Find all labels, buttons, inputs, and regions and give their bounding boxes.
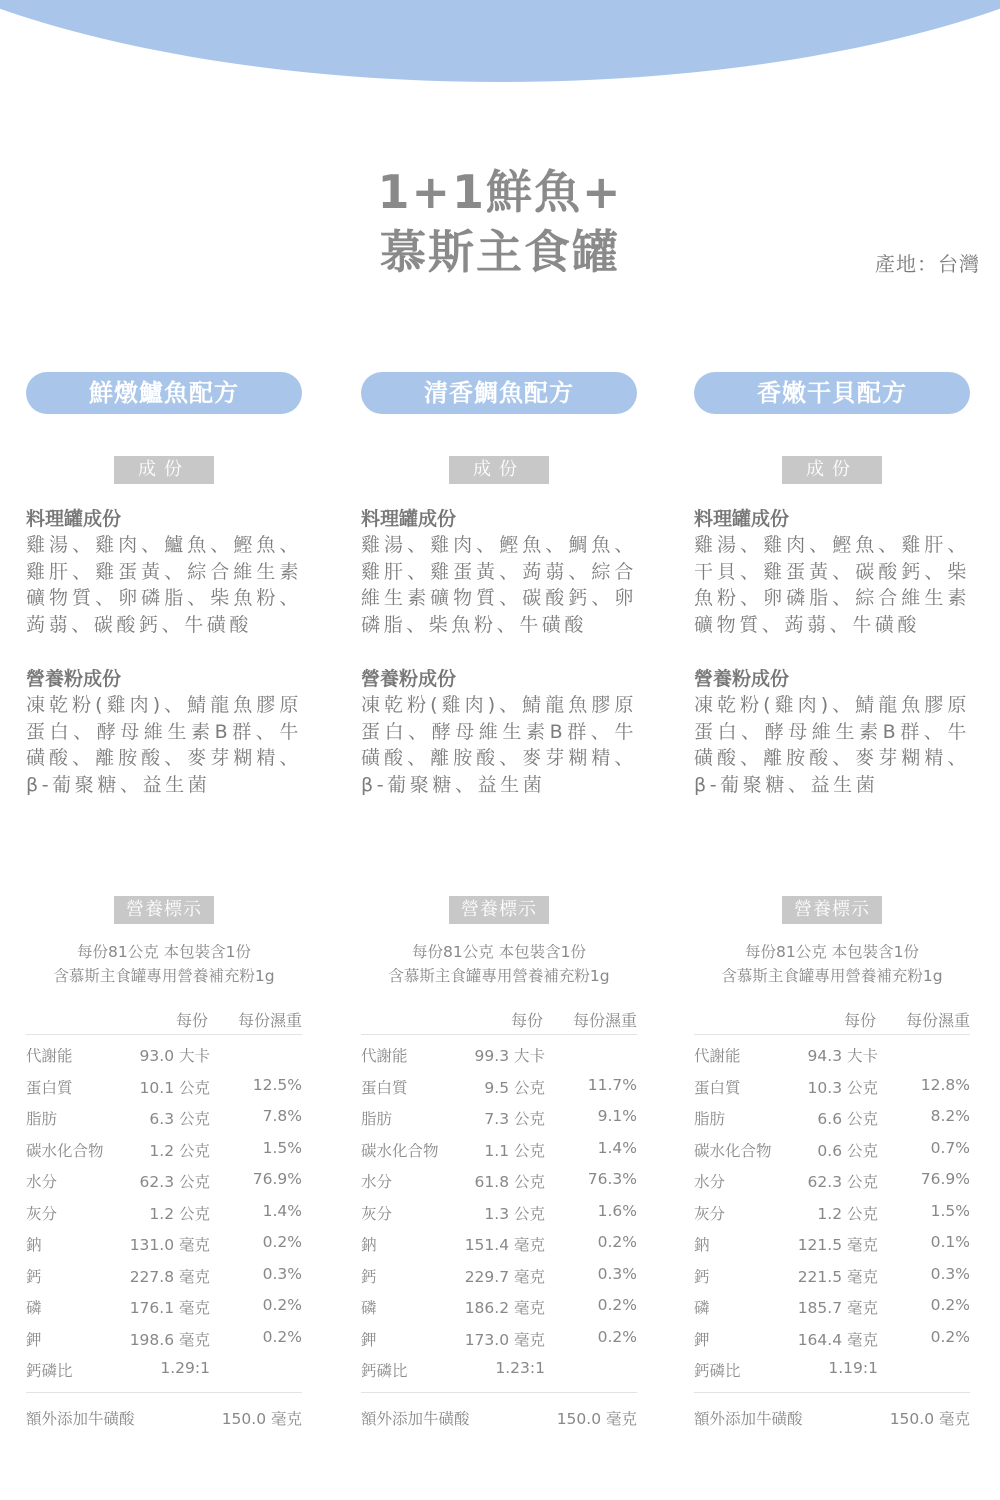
nutrition-row	[361, 1040, 637, 1072]
can-ingredients-title: 料理罐成份	[26, 508, 122, 530]
recipe-column-seabass	[26, 372, 302, 1428]
top-decorative-arc	[0, 0, 1000, 82]
nutrient-percent: 0.2%	[262, 1296, 302, 1314]
nutrient-name: 灰分	[361, 1204, 393, 1223]
nutrition-table-header	[694, 1004, 970, 1035]
nutrient-name: 鈉	[361, 1236, 377, 1254]
nutrient-name: 磷	[361, 1299, 377, 1317]
nutrition-row	[694, 1166, 970, 1198]
nutrient-name: 鉀	[694, 1330, 710, 1349]
nutrition-row	[26, 1324, 302, 1356]
nutrient-name: 碳水化合物	[26, 1141, 104, 1160]
nutrition-row	[361, 1355, 637, 1387]
nutrition-row	[694, 1040, 970, 1072]
nutrient-value: 221.5 毫克	[797, 1267, 878, 1286]
nutrition-row	[361, 1324, 637, 1356]
nutrition-table-header	[361, 1004, 637, 1035]
recipe-name-pill: 鮮燉鱸魚配方	[26, 372, 302, 414]
powder-ingredients-text: 凍乾粉(雞肉)、鯖龍魚膠原蛋白、酵母維生素B群、牛磺酸、離胺酸、麥芽糊精、β-葡聚糖、益生菌	[694, 694, 970, 796]
nutrition-row	[361, 1292, 637, 1324]
recipe-column-scallop	[694, 372, 970, 1428]
nutrient-name: 代謝能	[361, 1047, 408, 1065]
origin-label: 產地：台灣	[875, 252, 980, 276]
nutrient-percent: 9.1%	[597, 1107, 637, 1125]
nutrient-name: 灰分	[694, 1204, 726, 1223]
nutrient-name: 灰分	[26, 1204, 58, 1223]
nutrition-row	[361, 1198, 637, 1230]
extra-taurine-label: 額外添加牛磺酸	[694, 1410, 803, 1428]
nutrient-name: 磷	[26, 1299, 42, 1317]
nutrient-value: 1.1 公克	[484, 1141, 545, 1160]
nutrient-percent: 0.3%	[262, 1264, 302, 1283]
nutrient-value: 186.2 毫克	[464, 1299, 545, 1317]
nutrient-percent: 0.3%	[597, 1264, 637, 1283]
nutrient-name: 鈣	[694, 1267, 710, 1286]
nutrient-value: 61.8 公克	[474, 1173, 545, 1191]
nutrition-row	[26, 1103, 302, 1135]
nutrition-row	[361, 1072, 637, 1104]
nutrient-percent: 0.2%	[930, 1296, 970, 1314]
powder-ingredients-title: 營養粉成份	[26, 668, 122, 690]
powder-ingredients-text: 凍乾粉(雞肉)、鯖龍魚膠原蛋白、酵母維生素B群、牛磺酸、離胺酸、麥芽糊精、β-葡聚糖、益生菌	[361, 694, 637, 796]
nutrient-value: 99.3 大卡	[474, 1047, 545, 1065]
nutrition-row	[694, 1292, 970, 1324]
can-ingredients-text: 雞湯、雞肉、鱸魚、鰹魚、雞肝、雞蛋黃、綜合維生素礦物質、卵磷脂、柴魚粉、蒟蒻、碳酸鈣、牛磺酸	[26, 534, 302, 636]
nutrient-value: 10.1 公克	[139, 1078, 210, 1097]
nutrition-row	[26, 1229, 302, 1261]
nutrient-percent: 0.2%	[262, 1327, 302, 1346]
can-ingredients-title: 料理罐成份	[361, 508, 457, 530]
powder-ingredients-title: 營養粉成份	[361, 668, 457, 690]
nutrient-percent: 11.7%	[587, 1075, 637, 1094]
nutrient-value: 227.8 毫克	[129, 1267, 210, 1286]
nutrient-percent: 1.4%	[262, 1201, 302, 1220]
nutrition-row	[361, 1229, 637, 1261]
recipe-name-pill: 清香鯛魚配方	[361, 372, 637, 414]
nutrient-name: 蛋白質	[26, 1078, 73, 1097]
serving-info	[694, 940, 970, 988]
nutrient-value: 6.6 公克	[817, 1110, 878, 1128]
extra-taurine-value: 150.0 毫克	[556, 1410, 637, 1428]
nutrition-row	[26, 1261, 302, 1293]
nutrient-value: 1.2 公克	[149, 1141, 210, 1160]
ingredients-tag: 成份	[449, 456, 549, 484]
nutrient-value: 62.3 公克	[807, 1173, 878, 1191]
col-per-serving: 每份	[844, 1011, 877, 1030]
nutrient-value: 131.0 毫克	[129, 1236, 210, 1254]
recipe-column-seabream	[361, 372, 637, 1428]
serving-info	[361, 940, 637, 988]
nutrient-name: 蛋白質	[694, 1078, 741, 1097]
nutrient-name: 鈉	[26, 1236, 42, 1254]
nutrition-row	[694, 1324, 970, 1356]
nutrition-row	[26, 1166, 302, 1198]
can-ingredients-text: 雞湯、雞肉、鰹魚、雞肝、干貝、雞蛋黃、碳酸鈣、柴魚粉、卵磷脂、綜合維生素礦物質、蒟蒻、牛磺酸	[694, 534, 970, 636]
nutrient-name: 鈣磷比	[26, 1362, 73, 1380]
nutrient-percent: 12.8%	[920, 1075, 970, 1094]
nutrient-percent: 0.1%	[930, 1233, 970, 1251]
nutrient-percent: 1.5%	[930, 1201, 970, 1220]
can-ingredients-title: 料理罐成份	[694, 508, 790, 530]
nutrition-row	[361, 1166, 637, 1198]
nutrient-name: 鈣磷比	[694, 1362, 741, 1380]
nutrient-percent: 1.4%	[597, 1138, 637, 1157]
nutrient-name: 蛋白質	[361, 1078, 408, 1097]
serving-line-1: 每份81公克 本包裝含1份	[76, 943, 251, 961]
nutrient-value: 10.3 公克	[807, 1078, 878, 1097]
nutrient-value: 121.5 毫克	[797, 1236, 878, 1254]
nutrient-name: 鈣磷比	[361, 1362, 408, 1380]
nutrient-value: 1.2 公克	[817, 1204, 878, 1223]
nutrient-value: 1.19:1	[828, 1359, 878, 1377]
serving-line-2: 含慕斯主食罐專用營養補充粉1g	[53, 967, 275, 985]
nutrition-table-header	[26, 1004, 302, 1035]
nutrient-name: 水分	[26, 1173, 58, 1191]
serving-line-2: 含慕斯主食罐專用營養補充粉1g	[721, 967, 943, 985]
page-title-line2: 慕斯主食罐	[380, 225, 620, 279]
nutrient-value: 1.3 公克	[484, 1204, 545, 1223]
can-ingredients-text: 雞湯、雞肉、鰹魚、鯛魚、雞肝、雞蛋黃、蒟蒻、綜合維生素礦物質、碳酸鈣、卵磷脂、柴魚粉、牛磺酸	[361, 534, 637, 636]
col-wet-weight: 每份濕重	[905, 1011, 970, 1030]
nutrition-row	[26, 1040, 302, 1072]
nutrition-tag: 營養標示	[449, 896, 549, 924]
nutrient-percent: 0.2%	[597, 1233, 637, 1251]
nutrient-value: 7.3 公克	[484, 1110, 545, 1128]
nutrient-name: 鉀	[26, 1330, 42, 1349]
nutrient-percent: 0.2%	[262, 1233, 302, 1251]
nutrition-row	[694, 1355, 970, 1387]
nutrient-value: 93.0 大卡	[139, 1047, 210, 1065]
page-title-line1: 1+1鮮魚+	[377, 165, 623, 219]
nutrient-name: 水分	[361, 1173, 393, 1191]
nutrient-name: 磷	[694, 1299, 710, 1317]
col-wet-weight: 每份濕重	[237, 1011, 302, 1030]
nutrient-percent: 12.5%	[252, 1075, 302, 1094]
nutrient-value: 1.29:1	[160, 1359, 210, 1377]
nutrient-value: 164.4 毫克	[797, 1330, 878, 1349]
nutrient-value: 94.3 大卡	[807, 1047, 878, 1065]
nutrient-name: 鈉	[694, 1236, 710, 1254]
nutrition-tag: 營養標示	[114, 896, 214, 924]
extra-taurine-row	[26, 1392, 302, 1433]
nutrition-row	[26, 1135, 302, 1167]
nutrient-percent: 1.6%	[597, 1201, 637, 1220]
nutrient-name: 脂肪	[26, 1110, 58, 1128]
nutrient-value: 62.3 公克	[139, 1173, 210, 1191]
extra-taurine-value: 150.0 毫克	[221, 1410, 302, 1428]
nutrient-percent: 0.2%	[597, 1296, 637, 1314]
nutrient-value: 0.6 公克	[817, 1141, 878, 1160]
nutrition-rows	[26, 1040, 302, 1387]
nutrient-value: 1.2 公克	[149, 1204, 210, 1223]
nutrient-name: 代謝能	[694, 1047, 741, 1065]
extra-taurine-value: 150.0 毫克	[889, 1410, 970, 1428]
nutrition-row	[694, 1135, 970, 1167]
nutrient-value: 1.23:1	[495, 1359, 545, 1377]
ingredients-tag: 成份	[782, 456, 882, 484]
nutrient-value: 6.3 公克	[149, 1110, 210, 1128]
nutrient-percent: 0.2%	[930, 1327, 970, 1346]
nutrient-percent: 0.7%	[930, 1138, 970, 1157]
nutrient-percent: 0.3%	[930, 1264, 970, 1283]
nutrition-row	[694, 1261, 970, 1293]
nutrition-tag: 營養標示	[782, 896, 882, 924]
col-per-serving: 每份	[511, 1011, 544, 1030]
nutrient-value: 9.5 公克	[484, 1078, 545, 1097]
nutrition-rows	[361, 1040, 637, 1387]
col-wet-weight: 每份濕重	[572, 1011, 637, 1030]
nutrient-name: 鈣	[26, 1267, 42, 1286]
nutrient-value: 185.7 毫克	[797, 1299, 878, 1317]
powder-ingredients-title: 營養粉成份	[694, 668, 790, 690]
nutrient-name: 脂肪	[694, 1110, 726, 1128]
nutrition-row	[694, 1072, 970, 1104]
nutrient-percent: 76.3%	[587, 1170, 637, 1188]
nutrient-name: 脂肪	[361, 1110, 393, 1128]
nutrient-name: 代謝能	[26, 1047, 73, 1065]
nutrition-row	[361, 1135, 637, 1167]
nutrient-percent: 8.2%	[930, 1107, 970, 1125]
nutrient-value: 173.0 毫克	[464, 1330, 545, 1349]
nutrient-name: 鉀	[361, 1330, 377, 1349]
nutrient-value: 229.7 毫克	[464, 1267, 545, 1286]
nutrient-name: 水分	[694, 1173, 726, 1191]
nutrient-name: 碳水化合物	[361, 1141, 439, 1160]
serving-line-1: 每份81公克 本包裝含1份	[411, 943, 586, 961]
nutrition-row	[26, 1198, 302, 1230]
nutrient-name: 碳水化合物	[694, 1141, 772, 1160]
nutrient-percent: 76.9%	[920, 1170, 970, 1188]
extra-taurine-label: 額外添加牛磺酸	[26, 1410, 135, 1428]
nutrition-row	[361, 1103, 637, 1135]
nutrition-row	[694, 1229, 970, 1261]
nutrition-rows	[694, 1040, 970, 1387]
extra-taurine-label: 額外添加牛磺酸	[361, 1410, 470, 1428]
nutrient-percent: 76.9%	[252, 1170, 302, 1188]
extra-taurine-row	[361, 1392, 637, 1433]
nutrient-value: 198.6 毫克	[129, 1330, 210, 1349]
nutrition-row	[694, 1103, 970, 1135]
nutrition-row	[361, 1261, 637, 1293]
nutrition-row	[26, 1355, 302, 1387]
nutrient-name: 鈣	[361, 1267, 377, 1286]
powder-ingredients-text: 凍乾粉(雞肉)、鯖龍魚膠原蛋白、酵母維生素B群、牛磺酸、離胺酸、麥芽糊精、β-葡聚糖、益生菌	[26, 694, 302, 796]
nutrient-value: 151.4 毫克	[464, 1236, 545, 1254]
nutrient-percent: 1.5%	[262, 1138, 302, 1157]
col-per-serving: 每份	[176, 1011, 209, 1030]
nutrient-percent: 0.2%	[597, 1327, 637, 1346]
nutrition-row	[26, 1072, 302, 1104]
ingredients-tag: 成份	[114, 456, 214, 484]
serving-line-2: 含慕斯主食罐專用營養補充粉1g	[388, 967, 610, 985]
extra-taurine-row	[694, 1392, 970, 1433]
nutrition-row	[26, 1292, 302, 1324]
nutrition-row	[694, 1198, 970, 1230]
nutrient-value: 176.1 毫克	[129, 1299, 210, 1317]
recipe-name-pill: 香嫩干貝配方	[694, 372, 970, 414]
nutrient-percent: 7.8%	[262, 1107, 302, 1125]
serving-info	[26, 940, 302, 988]
serving-line-1: 每份81公克 本包裝含1份	[744, 943, 919, 961]
